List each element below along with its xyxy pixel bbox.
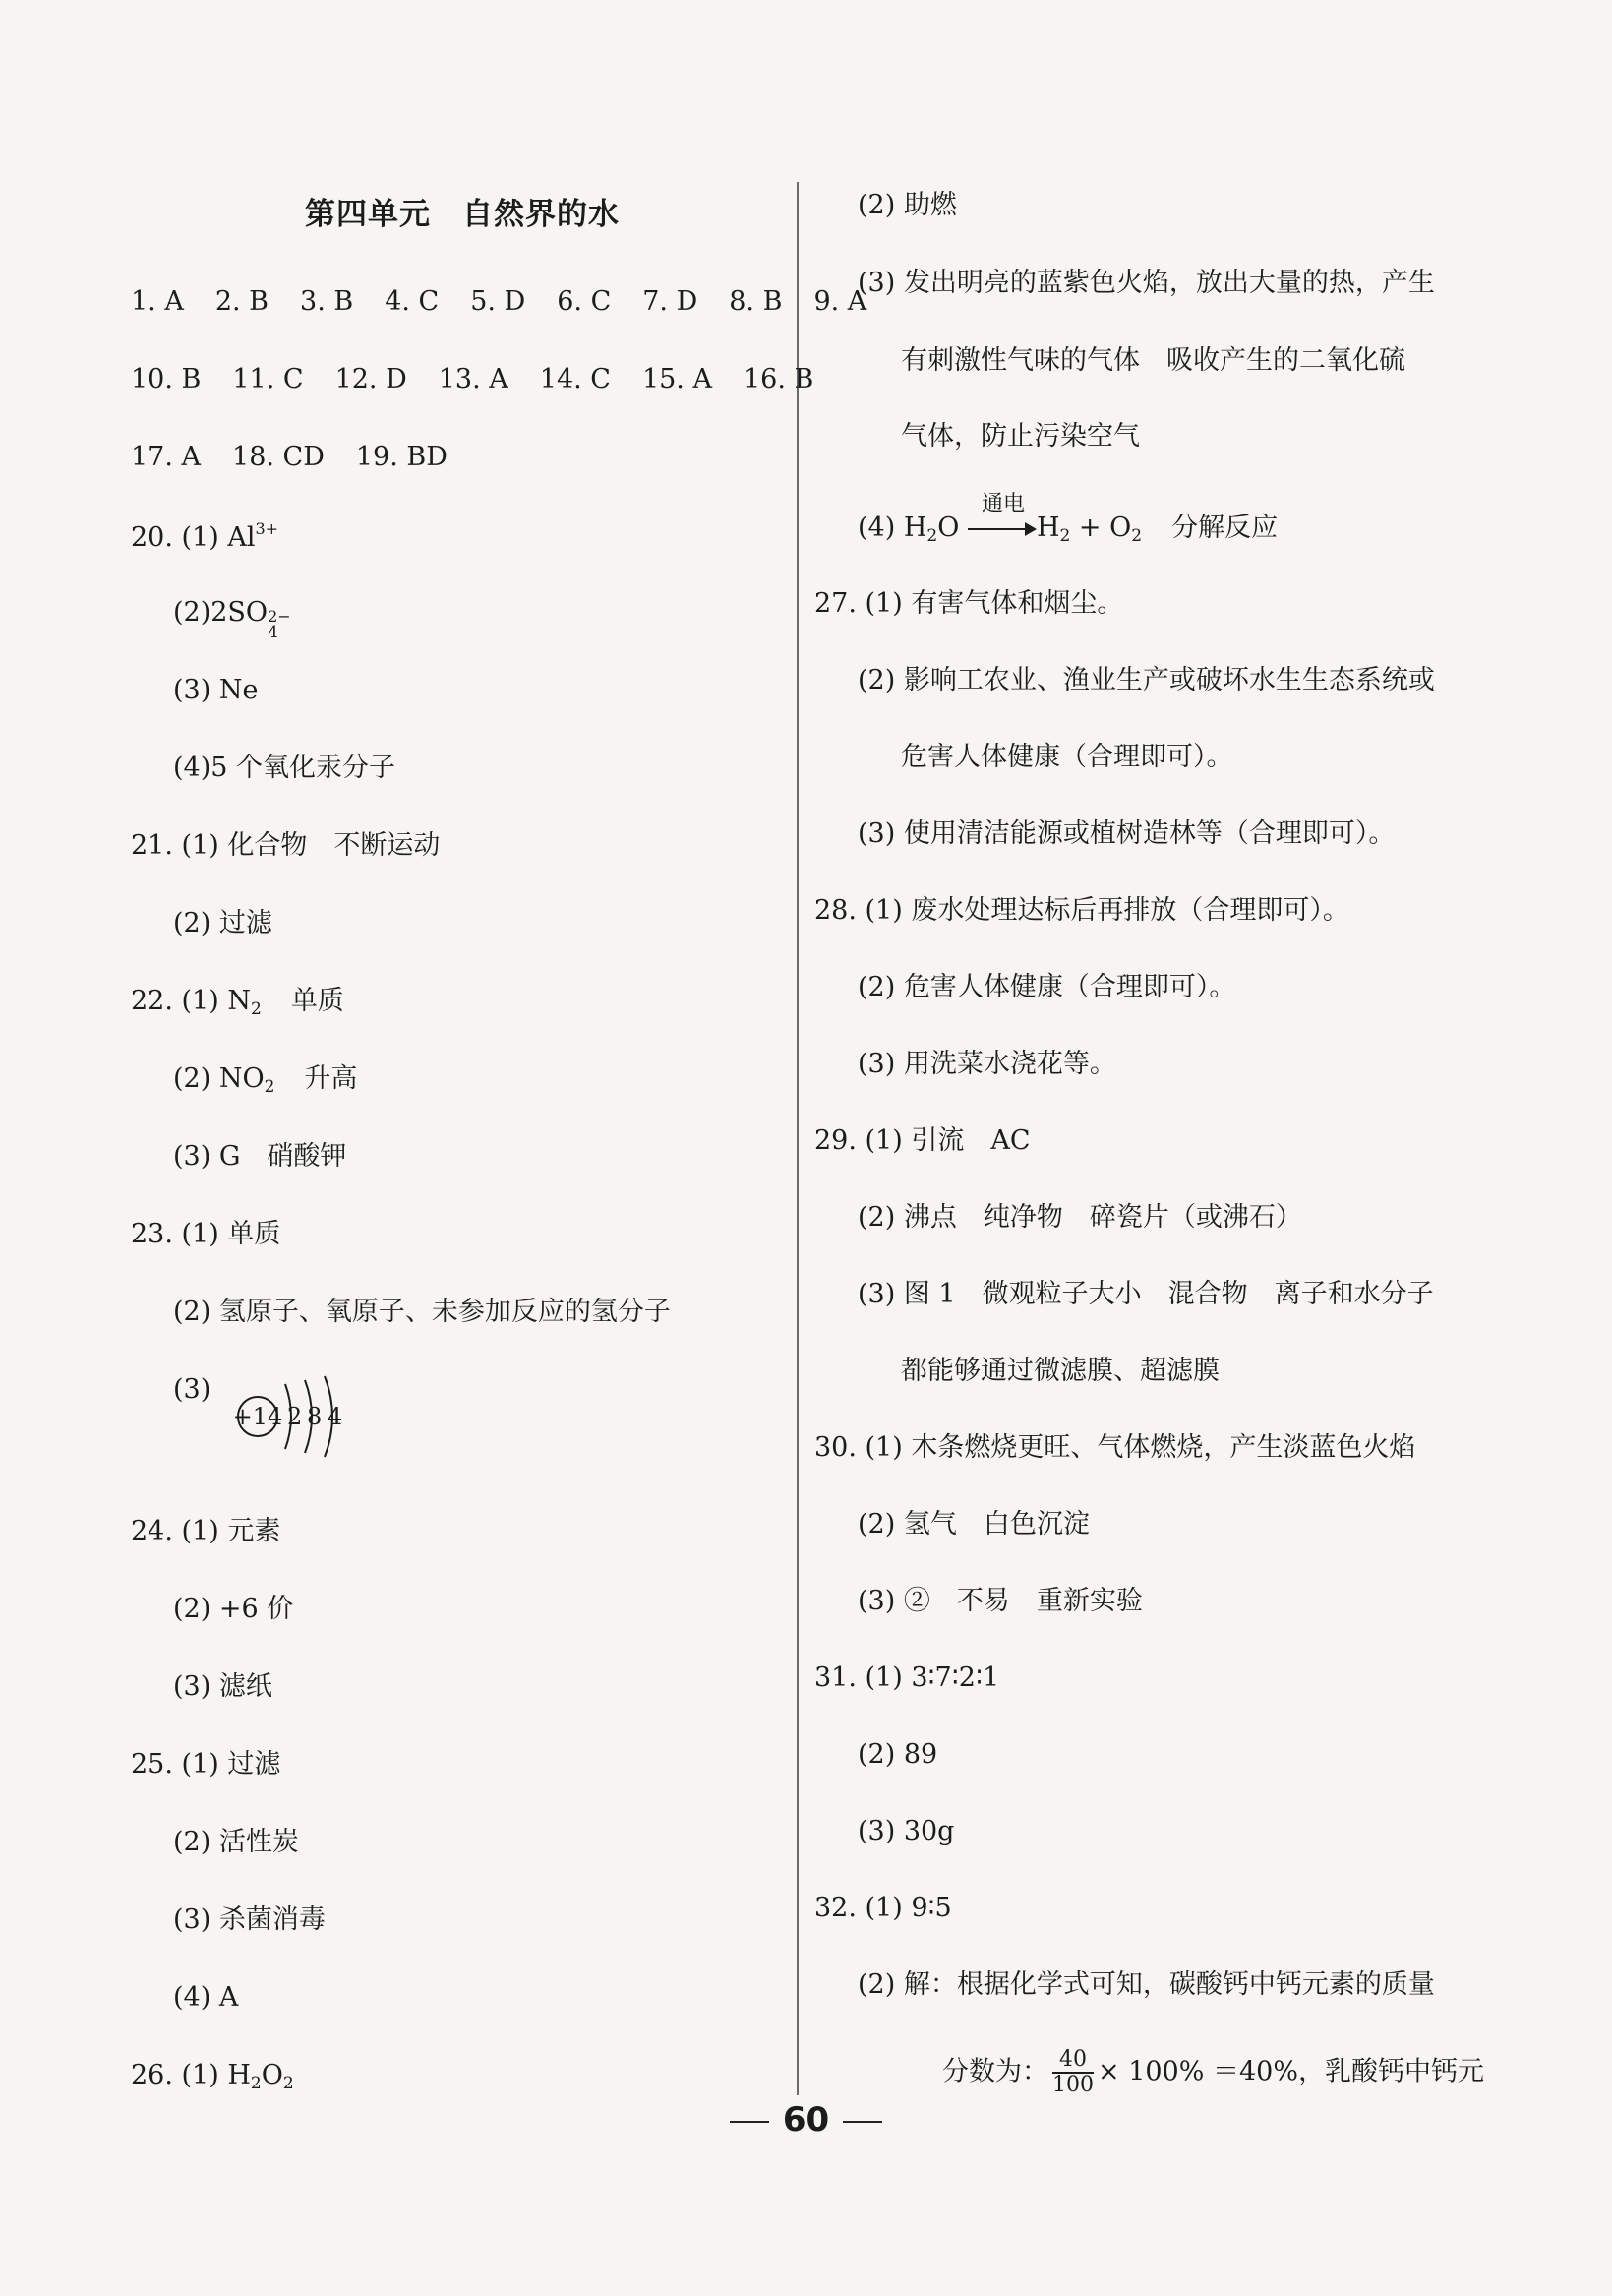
- q27-part3: (3) 使用清洁能源或植树造林等（合理即可）。: [858, 818, 1396, 849]
- footer-dash: [730, 2121, 769, 2123]
- answer-row-2: [131, 366, 813, 393]
- q29-part1: 29. (1) 引流 AC: [814, 1125, 1031, 1156]
- answer-item: 11. C: [232, 364, 304, 394]
- answer-item: 12. D: [334, 364, 407, 394]
- answer-item: 16. B: [743, 364, 814, 394]
- q21-part1: 21. (1) 化合物 不断运动: [131, 830, 441, 861]
- answer-item: 10. B: [131, 364, 202, 394]
- page-number: 60: [782, 2100, 830, 2140]
- q20-part1: 20. (1) $Al^{3+}$: [131, 519, 279, 553]
- answer-item: 19. BD: [355, 442, 448, 472]
- q30-part3: (3) ② 不易 重新实验: [858, 1586, 1143, 1616]
- q27-part2-line1: (2) 影响工农业、渔业生产或破坏水生生态系统或: [858, 665, 1435, 695]
- shell-electrons: 8: [307, 1403, 323, 1430]
- q30-part1: 30. (1) 木条燃烧更旺、气体燃烧，产生淡蓝色火焰: [814, 1432, 1416, 1463]
- q31-part1: 31. (1) 3∶7∶2∶1: [814, 1662, 1000, 1693]
- q24-part2: (2) +6 价: [173, 1594, 294, 1624]
- answer-item: 2. B: [214, 286, 269, 317]
- answer-item: 7. D: [642, 286, 698, 317]
- q23-part1: 23. (1) 单质: [131, 1219, 281, 1249]
- q28-part2: (2) 危害人体健康（合理即可）。: [858, 972, 1236, 1002]
- q31-part3: (3) 30g: [858, 1816, 955, 1846]
- answer-item: 5. D: [470, 286, 526, 317]
- q24-part1: 24. (1) 元素: [131, 1516, 281, 1546]
- q29-part2: (2) 沸点 纯净物 碎瓷片（或沸石）: [858, 1202, 1302, 1233]
- q25-part1: 25. (1) 过滤: [131, 1749, 281, 1780]
- q26-part1: 26. (1) $H_2O_2$: [131, 2060, 294, 2093]
- q31-part2: (2) 89: [858, 1739, 938, 1770]
- answer-item: 8. B: [729, 286, 783, 317]
- q27-part1: 27. (1) 有害气体和烟尘。: [814, 588, 1124, 619]
- answer-row-3: [131, 444, 448, 470]
- q22-part3: (3) G 硝酸钾: [173, 1141, 347, 1172]
- q24-part3: (3) 滤纸: [173, 1671, 272, 1702]
- answer-row-1: [131, 288, 866, 315]
- answer-item: 3. B: [300, 286, 354, 317]
- q26-part3-line3: 气体，防止污染空气: [901, 421, 1140, 452]
- q25-part3: (3) 杀菌消毒: [173, 1904, 326, 1935]
- shell-electrons: 2: [287, 1403, 303, 1430]
- q26-part2: (2) 助燃: [858, 190, 957, 220]
- shell-electrons: 4: [328, 1403, 343, 1430]
- answer-item: 1. A: [131, 286, 184, 317]
- q20-part2: (2)2SO 2− 4: [173, 597, 291, 642]
- q25-part2: (2) 活性炭: [173, 1827, 299, 1857]
- q32-part2-line1: (2) 解：根据化学式可知，碳酸钙中钙元素的质量: [858, 1969, 1435, 2000]
- answer-item: 15. A: [641, 364, 712, 394]
- q28-part1: 28. (1) 废水处理达标后再排放（合理即可）。: [814, 895, 1349, 926]
- q20-part3: (3) Ne: [173, 675, 259, 705]
- q29-part3-line1: (3) 图 1 微观粒子大小 混合物 离子和水分子: [858, 1279, 1434, 1309]
- reaction-arrow: 通电: [968, 519, 1037, 539]
- q22-part2: (2) $NO_2$ 升高: [173, 1063, 358, 1097]
- unit-title: 第四单元 自然界的水: [305, 197, 620, 232]
- q29-part3-line2: 都能够通过微滤膜、超滤膜: [901, 1356, 1220, 1386]
- q32-part2-line2: 分数为： $\frac{40}{100}$ × 100% ＝40%，乳酸钙中钙元: [942, 2047, 1484, 2098]
- q26-part3-line2: 有刺激性气味的气体 吸收产生的二氧化硫: [901, 345, 1405, 376]
- q26-part4-equation: (4) $H_2O$ 通电 $H_2 + O_2$ 分解反应: [858, 491, 1279, 546]
- q25-part4: (4) A: [173, 1982, 239, 2013]
- answer-item: 9. A: [813, 286, 867, 317]
- fraction: $\frac{40}{100}$: [1052, 2047, 1094, 2098]
- silicon-atom-diagram: [226, 1372, 364, 1461]
- answer-item: 4. C: [385, 286, 440, 317]
- nucleus-charge: +14: [232, 1403, 283, 1430]
- page-footer: [0, 2100, 1612, 2140]
- q30-part2: (2) 氢气 白色沉淀: [858, 1509, 1090, 1540]
- q26-part3-line1: (3) 发出明亮的蓝紫色火焰，放出大量的热，产生: [858, 268, 1435, 298]
- q27-part2-line2: 危害人体健康（合理即可）。: [901, 742, 1233, 772]
- q32-part1: 32. (1) 9∶5: [814, 1893, 952, 1923]
- q20-part4: (4)5 个氧化汞分子: [173, 753, 396, 783]
- q22-part1: 22. (1) $N_2$ 单质: [131, 986, 344, 1019]
- q23-part2: (2) 氢原子、氧原子、未参加反应的氢分子: [173, 1297, 671, 1327]
- q23-part3: (3): [173, 1374, 211, 1405]
- answer-item: 17. A: [131, 442, 202, 472]
- q28-part3: (3) 用洗菜水浇花等。: [858, 1049, 1116, 1079]
- column-divider: [797, 182, 799, 2095]
- answer-item: 18. CD: [232, 442, 325, 472]
- answer-item: 13. A: [438, 364, 508, 394]
- answer-item: 6. C: [557, 286, 612, 317]
- footer-dash: [843, 2121, 882, 2123]
- answer-item: 14. C: [539, 364, 611, 394]
- q21-part2: (2) 过滤: [173, 908, 272, 938]
